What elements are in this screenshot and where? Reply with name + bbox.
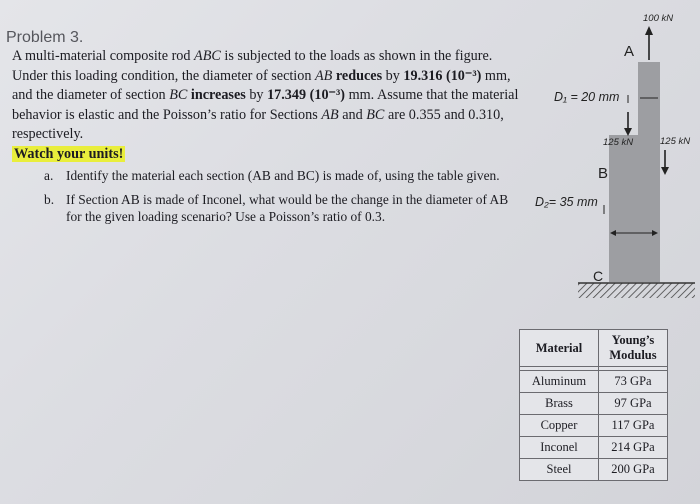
question-text: If Section AB is made of Inconel, what would be the change in the diameter of AB for the given loading scenario? Use a Poisson’s ratio of 0.3. xyxy=(66,192,509,224)
table-row xyxy=(520,437,668,459)
problem-statement xyxy=(12,47,522,164)
question-text: Identify the material each section (AB and BC) is made of, using the table given. xyxy=(66,168,500,183)
top-load-label: 100 kN xyxy=(643,13,674,24)
right-load-arrowhead xyxy=(661,167,669,175)
material-cell: Brass xyxy=(520,393,599,415)
table-row xyxy=(520,415,668,437)
table-header-row xyxy=(520,330,668,367)
statement-text: by xyxy=(382,67,404,84)
d1-label: D₁ = 20 mm xyxy=(554,90,620,104)
reduction-value: 19.316 (10⁻³) xyxy=(403,67,482,84)
question-a xyxy=(44,167,524,184)
statement-text: and xyxy=(338,106,367,123)
question-label: b. xyxy=(44,192,55,207)
table-row xyxy=(520,371,668,393)
keyword-increases: increases xyxy=(190,87,246,103)
modulus-cell: 73 GPa xyxy=(599,371,668,393)
statement-text: mm. Assume that the material behavior is elastic and the Poisson’s ratio for Sections xyxy=(12,87,519,123)
section-ab: AB xyxy=(321,106,339,123)
header-modulus: Young’s Modulus xyxy=(599,330,668,367)
statement-text: is subjected to the loads as shown in the figure. Under this loading condition, the diameter of section xyxy=(12,48,493,84)
point-c-label: C xyxy=(593,268,604,284)
section-ab: AB xyxy=(315,67,333,84)
ground-support xyxy=(578,283,695,298)
material-cell: Inconel xyxy=(520,437,599,459)
material-table xyxy=(519,329,668,481)
modulus-cell: 214 GPa xyxy=(599,437,668,459)
material-cell: Steel xyxy=(520,459,599,481)
material-cell: Copper xyxy=(520,415,599,437)
section-bc-bar xyxy=(609,141,660,282)
rod-figure xyxy=(530,0,700,320)
rod-figure-drawing xyxy=(530,0,700,320)
top-load-arrowhead xyxy=(645,26,653,35)
table-row xyxy=(520,459,668,481)
section-bc: BC xyxy=(366,106,385,123)
statement-text: by xyxy=(245,87,268,103)
units-warning: Watch your units! xyxy=(14,145,124,162)
header-material: Material xyxy=(520,330,599,367)
table-row xyxy=(520,393,668,415)
section-bc: BC xyxy=(169,87,188,103)
question-list xyxy=(44,167,524,232)
statement-text: A multi-material composite rod xyxy=(12,48,195,64)
statement-text: mm, and the diameter of section xyxy=(12,67,511,103)
question-label: a. xyxy=(44,168,54,183)
left-load-label: 125 kN xyxy=(603,137,634,148)
d2-label: D₂= 35 mm xyxy=(535,195,598,209)
modulus-cell: 97 GPa xyxy=(599,393,668,415)
modulus-cell: 117 GPa xyxy=(599,415,668,437)
problem-title: Problem 3. xyxy=(6,29,84,46)
left-load-arrowhead xyxy=(624,128,632,136)
point-b-label: B xyxy=(598,165,609,182)
point-a-label: A xyxy=(624,43,635,60)
material-cell: Aluminum xyxy=(520,371,599,393)
keyword-reduces: reduces xyxy=(335,67,383,84)
rod-name: ABC xyxy=(194,48,221,64)
question-b xyxy=(44,191,524,225)
right-load-label: 125 kN xyxy=(660,136,691,147)
modulus-cell: 200 GPa xyxy=(599,459,668,481)
increase-value: 17.349 (10⁻³) xyxy=(267,87,346,103)
statement-text: are 0.355 and 0.310, respectively. xyxy=(12,106,504,142)
